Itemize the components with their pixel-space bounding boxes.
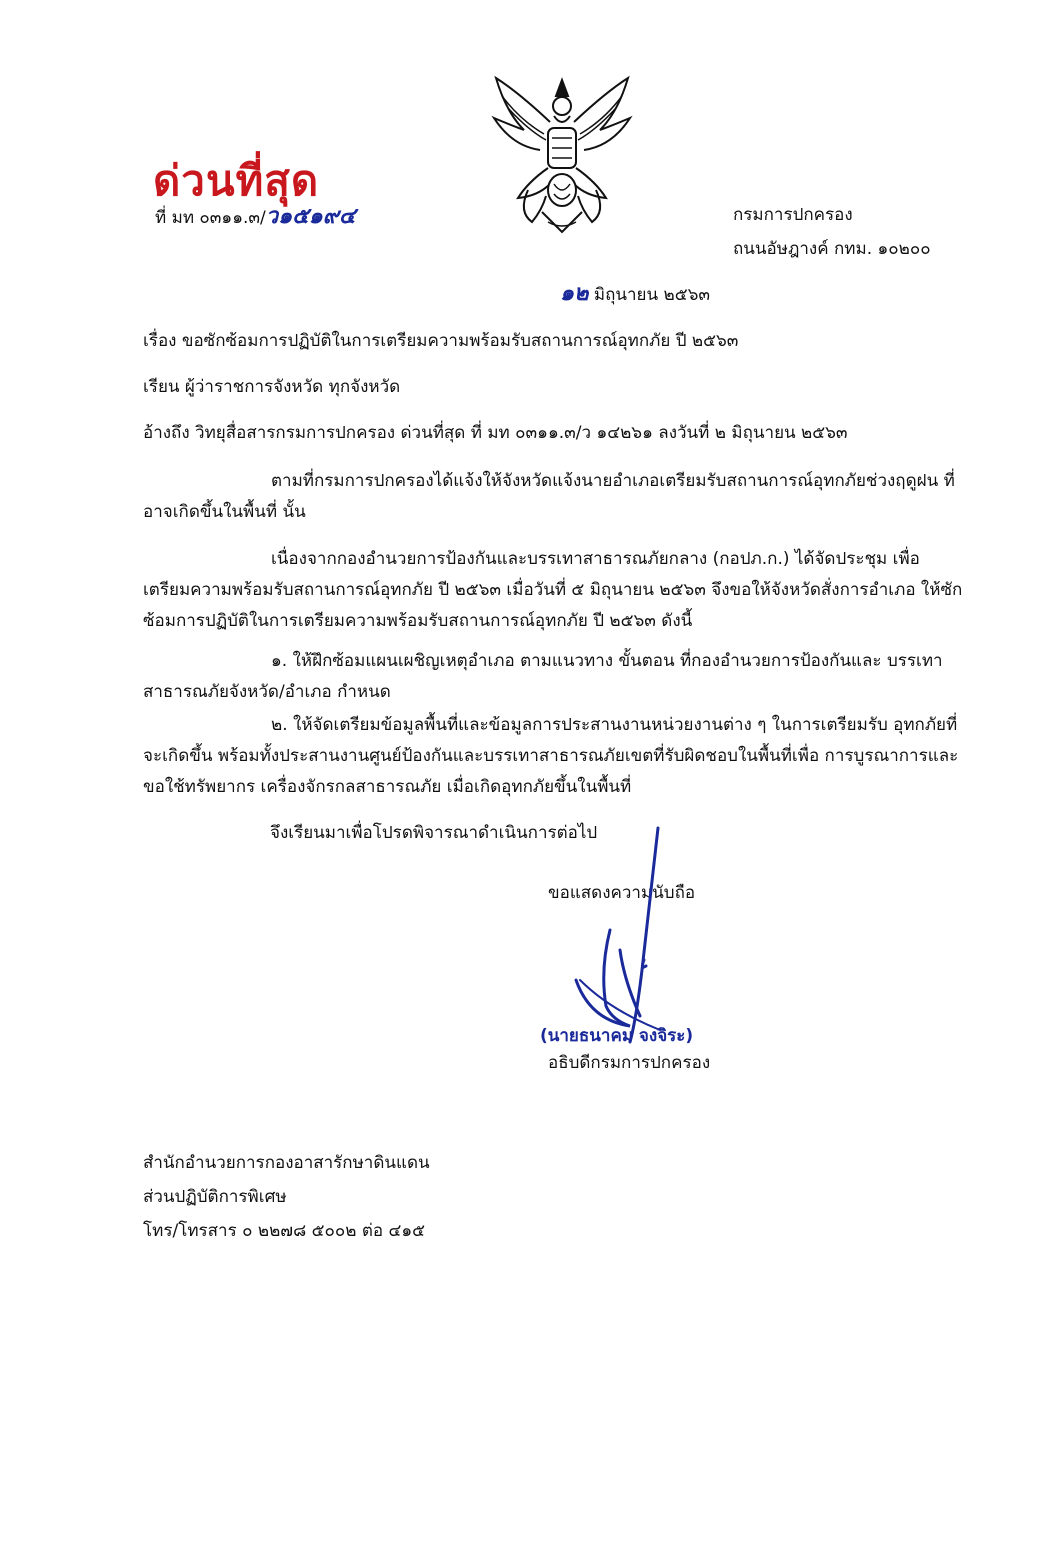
body-paragraph-2: เนื่องจากกองอำนวยการป้องกันและบรรเทาสาธารณภัยกลาง (กอปภ.ก.) ได้จัดประชุม เพื่อเตรียมความพร้อมรับสถานการณ์อุทกภัย ปี ๒๕๖๓ เมื่อวันที่ ๕ มิถุนายน ๒๕๖๓ จึงขอให้จังหวัดสั่งการอำเภอ ให้ซักซ้อมการปฏิบัติในการเตรียมความพร้อมรับสถานการณ์อุทกภัย ปี ๒๕๖๓ ดังนี้ [143, 549, 963, 631]
org-address: ถนนอัษฎางค์ กทม. ๑๐๒๐๐ [733, 239, 931, 259]
garuda-emblem-icon [488, 72, 636, 237]
recipient-line: เรียน ผู้ว่าราชการจังหวัด ทุกจังหวัด [143, 377, 401, 397]
org-name: กรมการปกครอง [733, 205, 853, 225]
regards-line: ขอแสดงความนับถือ [548, 883, 696, 903]
subject-line: เรื่อง ขอซักซ้อมการปฏิบัติในการเตรียมความพร้อมรับสถานการณ์อุทกภัย ปี ๒๕๖๓ [143, 331, 739, 351]
signer-position: อธิบดีกรมการปกครอง [548, 1053, 711, 1073]
footer-office: สำนักอำนวยการกองอาสารักษาดินแดน [143, 1153, 430, 1173]
reference-line: อ้างถึง วิทยุสื่อสารกรมการปกครอง ด่วนที่สุด ที่ มท ๐๓๑๑.๓/ว ๑๔๒๖๑ ลงวันที่ ๒ มิถุนายน ๒๕๖๓ [143, 423, 848, 443]
date-month-year: มิถุนายน ๒๕๖๓ [593, 285, 711, 305]
urgency-stamp: ด่วนที่สุด [153, 156, 320, 205]
body-paragraph-1: ตามที่กรมการปกครองได้แจ้งให้จังหวัดแจ้งนายอำเภอเตรียมรับสถานการณ์อุทกภัยช่วงฤดูฝน ที่อาจเกิดขึ้นในพื้นที่ นั้น [143, 471, 955, 522]
footer-phone: โทร/โทรสาร ๐ ๒๒๗๘ ๕๐๐๒ ต่อ ๔๑๕ [143, 1221, 426, 1241]
footer-division: ส่วนปฏิบัติการพิเศษ [143, 1187, 287, 1207]
reference-prefix: ที่ มท ๐๓๑๑.๓/ [155, 208, 266, 228]
reference-number [155, 206, 355, 229]
signer-name: (นายธนาคม จงจิระ) [540, 1026, 694, 1046]
body-item-1: ๑. ให้ฝึกซ้อมแผนเผชิญเหตุอำเภอ ตามแนวทาง ขั้นตอน ที่กองอำนวยการป้องกันและ บรรเทาสาธารณภัยจังหวัด/อำเภอ กำหนด [143, 651, 943, 702]
reference-handwritten: ว๑๕๑๙๔ [265, 204, 356, 229]
closing-line: จึงเรียนมาเพื่อโปรดพิจารณาดำเนินการต่อไป [270, 823, 598, 843]
date-day-handwritten: ๑๒ [560, 281, 589, 306]
body-item-2: ๒. ให้จัดเตรียมข้อมูลพื้นที่และข้อมูลการประสานงานหน่วยงานต่าง ๆ ในการเตรียมรับ อุทกภัยที่จะเกิดขึ้น พร้อมทั้งประสานงานศูนย์ป้องกันและบรรเทาสาธารณภัยเขตที่รับผิดชอบในพื้นที่เพื่อ การบูรณาการและขอใช้ทรัพยากร เครื่องจักรกลสาธารณภัย เมื่อเกิดอุทกภัยขึ้นในพื้นที่ [143, 715, 959, 797]
letter-date [560, 283, 710, 306]
